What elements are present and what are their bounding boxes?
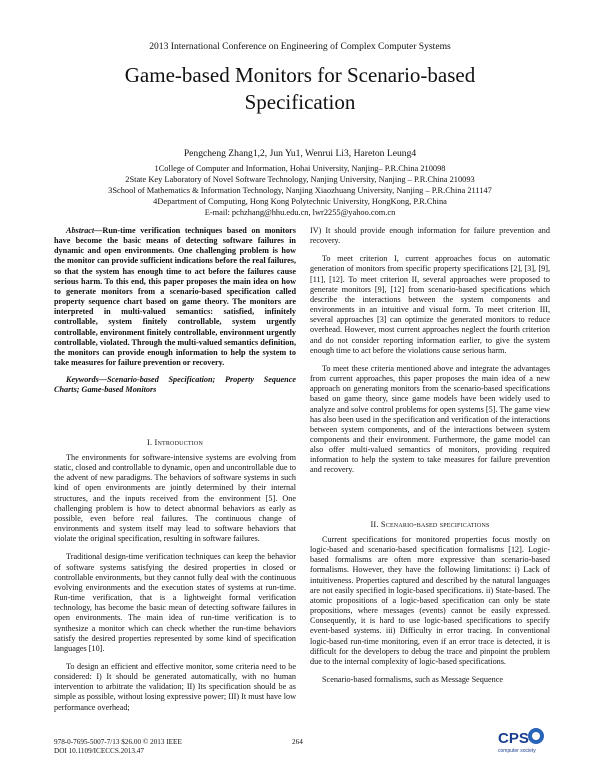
intro-paragraph-1: The environments for software-intensive systems are evolving from static, closed and controllable to dynamic, open and uncontrollable due to the advent of new paradigms. The behaviors of software systems in such kind of open environments are jointly determined by their internal structures, and the inputs received from the environment [5]. One challenging problem is how to detect abnormal behaviors as early as possible, even before real failures. The continuous change of environments and system itself may lead to software behaviors that violate the original specification, resulting in software failures. [54,453,296,544]
right-paragraph-3: To meet these criteria mentioned above and integrate the advantages from current approaches, this paper proposes the main idea of a new approach on generating monitors from the scenario-based specifications based on game theory, since game models have been widely used to analyze and solve control problems for open systems [5]. The game view has also been used in the specification and verification of the interactions between system components, and of the interactions between system components and their environment. Furthermore, the game model can also offer multi-valued semantics of monitors, providing required information to help the system to take measures for failure prevention and recovery. [310,363,550,475]
abstract-text: —Run-time verification techniques based on monitors have become the basic means of detecting software failures in dynamic and open environments. One challenging problem is how the monitor can provide sufficient indications before the real failures, so that the system has enough time to act before the failures cause serious harm. To this end, this paper proposes the main idea on how to generate monitors from a scenario-based specification called property sequence chart based on game theory. The monitors are interpreted in multi-valued semantics: satisfied, infinitely controllable, system finitely controllable, system urgently controllable, environment finitely controllable, environment urgently controllable, violated. Through the multi-valued semantics definition, the monitors can provide enough information to help the system to take measures for failure prevention or recovery. [54,226,296,368]
page-number: 264 [292,738,303,746]
email-line: E-mail: pchzhang@hhu.edu.cn, lwr2255@yahoo.com.cn [204,208,396,217]
affiliation-4: 4Department of Computing, Hong Kong Polytechnic University, HongKong, P.R.China [153,197,447,206]
section-2-body [310,535,550,685]
computer-society-logo [496,724,548,764]
title-line-1: Game-based Monitors for Scenario-based [124,63,476,87]
keywords-label: Keywords [66,375,99,385]
section2-paragraph-2: Scenario-based formalisms, such as Message Sequence [322,675,503,685]
right-column-top [310,226,550,476]
intro-paragraph-2: Traditional design-time verification techniques can keep the behavior of software systems satisfying the desired properties in closed or controllable environments, but they cannot fully deal with the continuous evolving environments and the execution states of systems at run-time. Run-time verification, that is a lightweight formal verification technology, has become the basic mean of detecting software failures in open environments. The main idea of run-time verification is to synthesize a monitor which can check whether the run-time behaviors satisfy the desired properties represented by some kind of specification languages [10]. [54,552,296,653]
keywords-text: —Scenario-based Specification; Property Sequence Charts; Game-based Monitors [54,375,296,395]
affiliation-3: 3School of Mathematics & Information Technology, Nanjing Xiaozhuang University, Nanjing – P.R.China 211147 [108,186,492,195]
title-line-2: Specification [244,90,356,114]
logo-subtext: computer society [498,748,536,754]
logo-text: CPS [498,730,529,747]
affiliation-1: 1College of Computer and Information, Hohai University, Nanjing– P.R.China 210098 [154,164,446,173]
abstract [54,226,296,396]
footer-doi: DOI 10.1109/ICECCS.2013.47 [54,747,144,755]
introduction-body [54,453,296,713]
right-paragraph-1: IV) It should provide enough information for failure prevention and recovery. [310,226,550,246]
footer-isbn: 978-0-7695-5007-7/13 $26.00 © 2013 IEEE [54,738,182,746]
abstract-label: Abstract [66,226,95,235]
paper-title [40,62,560,116]
section2-paragraph-1: Current specifications for monitored properties focus mostly on logic-based and scenario-based specification formalisms [12]. Logic-based formalisms are often more expressive than scenario-based formalisms. However, they have the following limitations: i) Lack of intuitiveness. Properties captured and described by the natural languages are not easily specified in logic-based specifications. ii) State-based. The atomic propositions of a logic-based specification can only be state propositions, where messages (events) cannot be easily expressed. Consequently, it is hard to use logic-based specifications to specify event-based systems. iii) Difficulty in error tracing. In conventional logic-based run-time monitoring, even if an error trace is detected, it is difficult for the developers to debug the trace and pinpoint the problem due to the internal complexity of logic-based specifications. [310,535,550,666]
section-1-heading: I. Introduction [146,438,203,447]
intro-paragraph-3: To design an efficient and effective monitor, some criteria need to be considered: I) It should be generated automatically, with no human intervention to arbitrate the validation; II) Its specification should be as simple as possible, without losing expressive power; III) It must have low performance overhead; [54,661,296,712]
conference-header: 2013 International Conference on Engineering of Complex Computer Systems [149,41,451,52]
right-paragraph-2: To meet criterion I, current approaches focus on automatic generation of monitors from specific property specifications [2], [3], [9], [11], [12]. To meet criterion II, several approaches were proposed to generate monitors [9], [12] from scenario-based specifications which describe the interactions between the system components and environments in an intuitive and visual form. To meet criterion III, several approaches [3] can optimize the generated monitors to reduce overhead. However, most current approaches neglect the fourth criterion and do not consider reporting information earlier, to give the system enough time to act before the violations cause serious harm. [310,254,550,355]
affiliation-2: 2State Key Laboratory of Novel Software Technology, Nanjing University, Nanjing – P.R.China 210093 [125,175,475,184]
author-list: Pengcheng Zhang1,2, Jun Yu1, Wenrui Li3, Hareton Leung4 [183,148,417,159]
section-2-heading: II. Scenario-based specifications [370,520,490,529]
